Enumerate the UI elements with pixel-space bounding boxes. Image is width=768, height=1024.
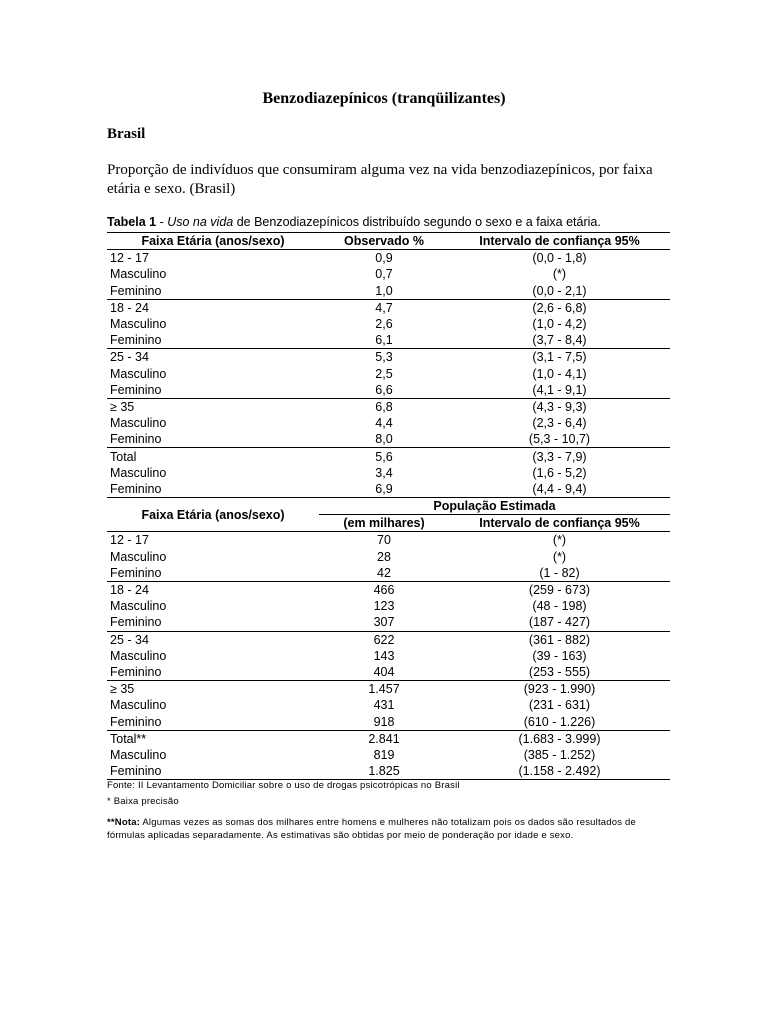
table-row: [107, 614, 670, 631]
row-value: 4,7: [319, 299, 449, 316]
row-value: 2,5: [375, 366, 393, 381]
row-label: Feminino: [110, 615, 162, 630]
header-intervalo: Intervalo de confiança 95%: [449, 515, 670, 532]
row-label: Masculino: [110, 465, 167, 480]
table-caption: [107, 215, 601, 229]
table-row: [107, 283, 670, 300]
row-label: Feminino: [107, 481, 319, 498]
row-interval: (1.683 - 3.999): [449, 730, 670, 747]
row-interval: (4,3 - 9,3): [449, 398, 670, 415]
row-interval: (3,7 - 8,4): [532, 333, 587, 348]
row-label: ≥ 35: [107, 681, 319, 698]
table-row: [107, 697, 670, 713]
caption-italic: Uso na vida: [167, 215, 234, 229]
row-interval: (253 - 555): [528, 664, 591, 679]
row-value: 143: [373, 648, 395, 663]
row-value: 307: [373, 615, 395, 630]
row-value: 1.457: [319, 681, 449, 698]
row-value: 6,9: [319, 481, 449, 498]
table-row: [107, 366, 670, 382]
row-label: Feminino: [110, 432, 162, 447]
row-label: Masculino: [110, 648, 167, 663]
row-value: 2,6: [375, 317, 393, 332]
table-row: [107, 448, 670, 465]
row-interval: (0,0 - 2,1): [532, 283, 587, 298]
table-population: [107, 497, 670, 780]
row-label: 12 - 17: [110, 533, 149, 548]
row-label: Feminino: [110, 714, 162, 729]
table-row: [107, 481, 670, 498]
table-row: [107, 713, 670, 730]
table-row: [107, 398, 670, 415]
row-interval: (*): [552, 267, 567, 282]
table-row: [107, 266, 670, 282]
row-interval: (2,3 - 6,4): [532, 416, 587, 431]
table-observed: [107, 232, 670, 498]
row-interval: (1,0 - 4,1): [532, 366, 587, 381]
row-interval: (3,3 - 7,9): [449, 448, 670, 465]
row-label: 25 - 34: [107, 349, 319, 366]
row-label: 18 - 24: [107, 581, 319, 598]
row-interval: (231 - 631): [528, 698, 591, 713]
row-value: 918: [373, 714, 395, 729]
row-value: 3,4: [375, 465, 393, 480]
table-row: [107, 648, 670, 664]
table-row: [107, 581, 670, 598]
row-interval: (1,0 - 4,2): [532, 317, 587, 332]
header-faixa: Faixa Etária (anos/sexo): [107, 233, 319, 250]
row-value: 70: [377, 533, 391, 548]
table-row: [107, 532, 670, 549]
table-row: [107, 465, 670, 481]
row-interval: (2,6 - 6,8): [449, 299, 670, 316]
row-interval: (0,0 - 1,8): [532, 251, 587, 266]
row-label: Masculino: [110, 267, 167, 282]
document-title: Benzodiazepínicos (tranqüilizantes): [262, 90, 506, 107]
table-row: [107, 664, 670, 681]
row-interval: (361 - 882): [449, 631, 670, 648]
row-value: 4,4: [375, 416, 393, 431]
row-label: Feminino: [107, 763, 319, 780]
row-interval: (923 - 1.990): [449, 681, 670, 698]
row-value: 8,0: [375, 432, 393, 447]
row-value: 6,1: [375, 333, 393, 348]
table-row: [107, 415, 670, 431]
row-value: 466: [319, 581, 449, 598]
row-interval: (259 - 673): [449, 581, 670, 598]
row-label: Total: [107, 448, 319, 465]
row-interval: (*): [552, 549, 567, 564]
table-population-body: [107, 532, 670, 780]
intro-paragraph: Proporção de indivíduos que consumiram alguma vez na vida benzodiazepínicos, por faixa etária e sexo. (Brasil): [107, 162, 653, 197]
table-row: [107, 730, 670, 747]
row-label: Masculino: [110, 549, 167, 564]
table-row: [107, 250, 670, 267]
row-value: 42: [377, 565, 391, 580]
table-row: [107, 549, 670, 565]
table-row: [107, 299, 670, 316]
table-row: [107, 316, 670, 332]
footnote: [107, 816, 667, 842]
row-label: Feminino: [110, 664, 162, 679]
row-interval: (5,3 - 10,7): [528, 432, 591, 447]
row-label: Masculino: [110, 317, 167, 332]
table-row: [107, 349, 670, 366]
table-row: [107, 598, 670, 614]
row-interval: (3,1 - 7,5): [449, 349, 670, 366]
row-interval: (1,6 - 5,2): [532, 465, 587, 480]
section-heading: Brasil: [107, 126, 146, 142]
source-note: Fonte: II Levantamento Domiciliar sobre o uso de drogas psicotrópicas no Brasil: [107, 780, 460, 791]
row-value: 404: [373, 664, 395, 679]
precision-note: * Baixa precisão: [107, 796, 179, 807]
row-label: Masculino: [110, 698, 167, 713]
table-row: [107, 332, 670, 349]
footnote-text: Algumas vezes as somas dos milhares entre homens e mulheres não totalizam pois os dados são resultados de fórmulas aplicadas separadamente. As estimativas são obtidas por meio de ponderação por idade e sexo.: [107, 817, 636, 841]
table-observed-body: [107, 250, 670, 498]
row-value: 6,6: [375, 382, 393, 397]
row-value: 28: [377, 549, 391, 564]
caption-label: Tabela 1: [107, 215, 157, 229]
header-intervalo: Intervalo de confiança 95%: [449, 233, 670, 250]
row-label: 25 - 34: [107, 631, 319, 648]
row-label: 18 - 24: [107, 299, 319, 316]
header-observado: Observado %: [319, 233, 449, 250]
row-label: Feminino: [110, 565, 162, 580]
row-interval: (39 - 163): [532, 648, 587, 663]
row-interval: (1 - 82): [539, 565, 580, 580]
table-row: [107, 747, 670, 763]
table-row: [107, 431, 670, 448]
row-interval: (*): [552, 533, 567, 548]
caption-separator: -: [156, 215, 168, 229]
row-value: 431: [373, 698, 395, 713]
row-interval: (385 - 1.252): [523, 747, 596, 762]
caption-rest: de Benzodiazepínicos distribuído segundo o sexo e a faixa etária.: [233, 215, 601, 229]
row-interval: (610 - 1.226): [523, 714, 596, 729]
header-populacao: População Estimada: [319, 498, 670, 515]
table-row: [107, 763, 670, 780]
row-interval: (1.158 - 2.492): [449, 763, 670, 780]
row-label: Feminino: [110, 283, 162, 298]
row-label: 12 - 17: [110, 251, 149, 266]
row-interval: (48 - 198): [532, 599, 587, 614]
row-value: 5,3: [319, 349, 449, 366]
row-value: 819: [373, 747, 395, 762]
row-value: 622: [319, 631, 449, 648]
row-label: Total**: [107, 730, 319, 747]
row-interval: (4,4 - 9,4): [449, 481, 670, 498]
row-value: 1,0: [375, 283, 393, 298]
row-value: 2.841: [319, 730, 449, 747]
row-value: 0,7: [375, 267, 393, 282]
row-label: Masculino: [110, 416, 167, 431]
row-label: Masculino: [110, 366, 167, 381]
row-value: 5,6: [319, 448, 449, 465]
row-value: 0,9: [375, 251, 393, 266]
table-row: [107, 681, 670, 698]
footnote-label: **Nota:: [107, 817, 141, 828]
row-interval: (4,1 - 9,1): [532, 382, 587, 397]
row-value: 6,8: [319, 398, 449, 415]
row-value: 123: [373, 599, 395, 614]
row-label: Feminino: [110, 333, 162, 348]
row-label: Feminino: [110, 382, 162, 397]
row-label: ≥ 35: [107, 398, 319, 415]
row-label: Masculino: [110, 599, 167, 614]
row-interval: (187 - 427): [528, 615, 591, 630]
header-milhares: (em milhares): [319, 515, 449, 532]
row-label: Masculino: [110, 747, 167, 762]
row-value: 1.825: [319, 763, 449, 780]
table-row: [107, 631, 670, 648]
table-row: [107, 565, 670, 582]
header-faixa: Faixa Etária (anos/sexo): [107, 498, 319, 532]
table-row: [107, 382, 670, 399]
